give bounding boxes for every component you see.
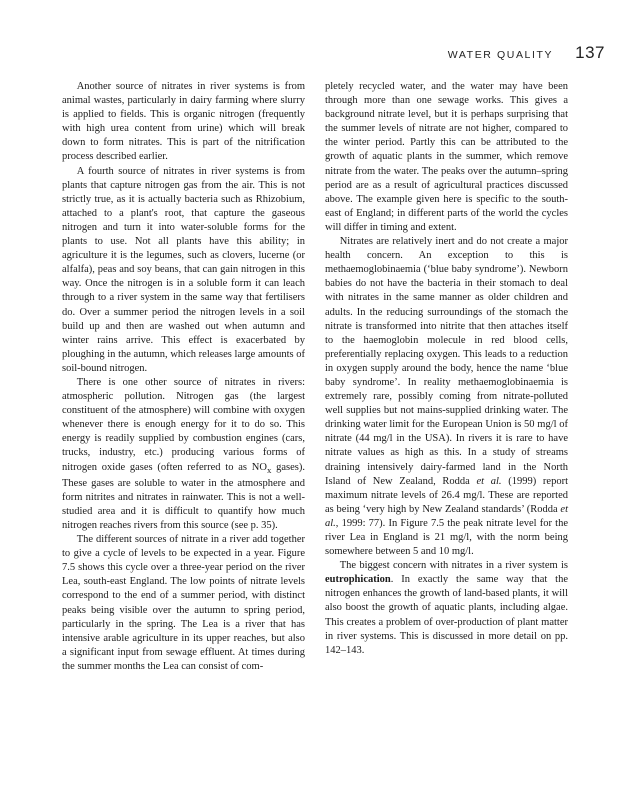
text: There is one other source of nitrates in rivers: atmospheric pollution. Nitrogen gas (the largest constituent of the atmosphere) will combine with oxygen whenever there is enough energy for it to do so. This energy is readily supplied by combustion engines (cars, trucks, industry, etc.) producing various forms of nitrogen oxide gases (often referred to as NO	[62, 376, 305, 473]
text: Nitrates are relatively inert and do not create a major health concern. An exception to this is methaemoglobinaemia (‘blue baby syndrome’). Newborn babies do not have the bacteria in their stomach to deal with nitrates in the same manner as older children and adults. In the reducing surroundings of the stomach the nitrate is transformed into nitrite that then attaches itself to the haemoglobin molecule in red blood cells, preferentially replacing oxygen. This leads to a reduction in oxygen supply around the body, hence the name ‘blue baby syndrome’. In reality methaemoglobinaemia is extremely rare, possibly coming from nitrate-polluted well supplies but not mains-supplied drinking water. The drinking water limit for the European Union is 50 mg/l of nitrate (44 mg/l in the USA). In rivers it is rare to have nitrate values as high as this. In a study of streams draining intensively dairy-farmed land in the North Island of New Zealand, Rodda	[325, 236, 568, 487]
page-number: 137	[575, 43, 605, 62]
text: (1999) report maximum nitrate levels of 26.4 mg/l. These are reported as being ‘very high by New Zealand standards’ (Rodda	[325, 475, 568, 515]
paragraph-animal-wastes: Another source of nitrates in river systems is from animal wastes, particularly in dairy farming where slurry is applied to fields. This is organic nitrogen (frequently with high urea content from urine) which will break down to form nitrates. This is part of the nitrification process described earlier.	[62, 81, 305, 163]
left-column	[62, 80, 305, 674]
text: The biggest concern with nitrates in a river system is	[339, 560, 568, 572]
text: . In exactly the same way that the nitrogen enhances the growth of land-based plants, it will also boost the growth of aquatic plants, including algae. This creates a problem of over-production of plant matter in river systems. This is discussed in more detail on pp. 142–143.	[325, 574, 568, 656]
paragraph-blue-baby-syndrome	[325, 235, 568, 559]
paragraph-nitrate-cycle: The different sources of nitrate in a river add together to give a cycle of levels to be expected in a year. Figure 7.5 shows this cycle over a three-year period on the river Lea, south-east England. The low points of nitrate levels correspond to the end of a summer period, with distinct peaks being visible over the autumn to spring period, particularly in the spring. The Lea is a river that has intensive arable agriculture in its upper reaches, but also a significant input from sewage effluent. At times during the summer months the Lea can consist of com-	[62, 534, 305, 672]
paragraph-eutrophication	[325, 559, 568, 658]
paragraph-nitrogen-fixing-plants: A fourth source of nitrates in river systems is from plants that capture nitrogen gas from the air. This is not strictly true, as it is actually bacteria such as Rhizobium, attached to a plant's root, that capture the gaseous nitrogen and turn it into water-soluble forms for the plants to use. Not all plants have this ability; in agriculture it is the legumes, such as clovers, lucerne (or alfalfa), peas and soy beans, that can gain nitrogen in this way. Once the nitrogen is in a soluble form it can leach through to a river system in the same way that fertilisers do. Over a summer period the nitrogen levels in a soil build up and then are washed out when autumn and winter rains arrive. This effect is exacerbated by ploughing in the autumn, which releases large amounts of soil-bound nitrogen.	[62, 165, 305, 374]
right-column	[325, 80, 568, 658]
et-al: et al.	[476, 475, 502, 487]
text: , 1999: 77). In Figure 7.5 the peak nitrate level for the river Lea in England is 21 mg/l, with the norm being somewhere between 5 and 10 mg/l.	[325, 517, 568, 558]
text: gases). These gases are soluble to water in the atmosphere and form nitrites and nitrates in rainwater. This is not a well-studied area and it is difficult to quantify how much nitrogen reaches rivers from this source (see p. 35).	[62, 461, 305, 531]
section-title: WATER QUALITY	[447, 49, 554, 61]
paragraph-atmospheric-pollution	[62, 376, 305, 533]
subscript-x: x	[266, 464, 272, 475]
paragraph-continuation: pletely recycled water, and the water may have been through more than one sewage works. This gives a background nitrate level, but it is perhaps surprising that the summer levels of nitrate are not higher, compared to the winter period. Partly this can be attributed to the growth of aquatic plants in the summer, which remove nitrate from the water. The peaks over the autumn–spring period are as a result of agricultural practices discussed above. The example given here is specific to the south-east of England; in different parts of the world the cycles will differ in timing and extent.	[325, 81, 568, 233]
et-al: et al.	[325, 503, 568, 529]
running-head	[448, 43, 605, 63]
term-eutrophication: eutrophication	[325, 574, 391, 586]
